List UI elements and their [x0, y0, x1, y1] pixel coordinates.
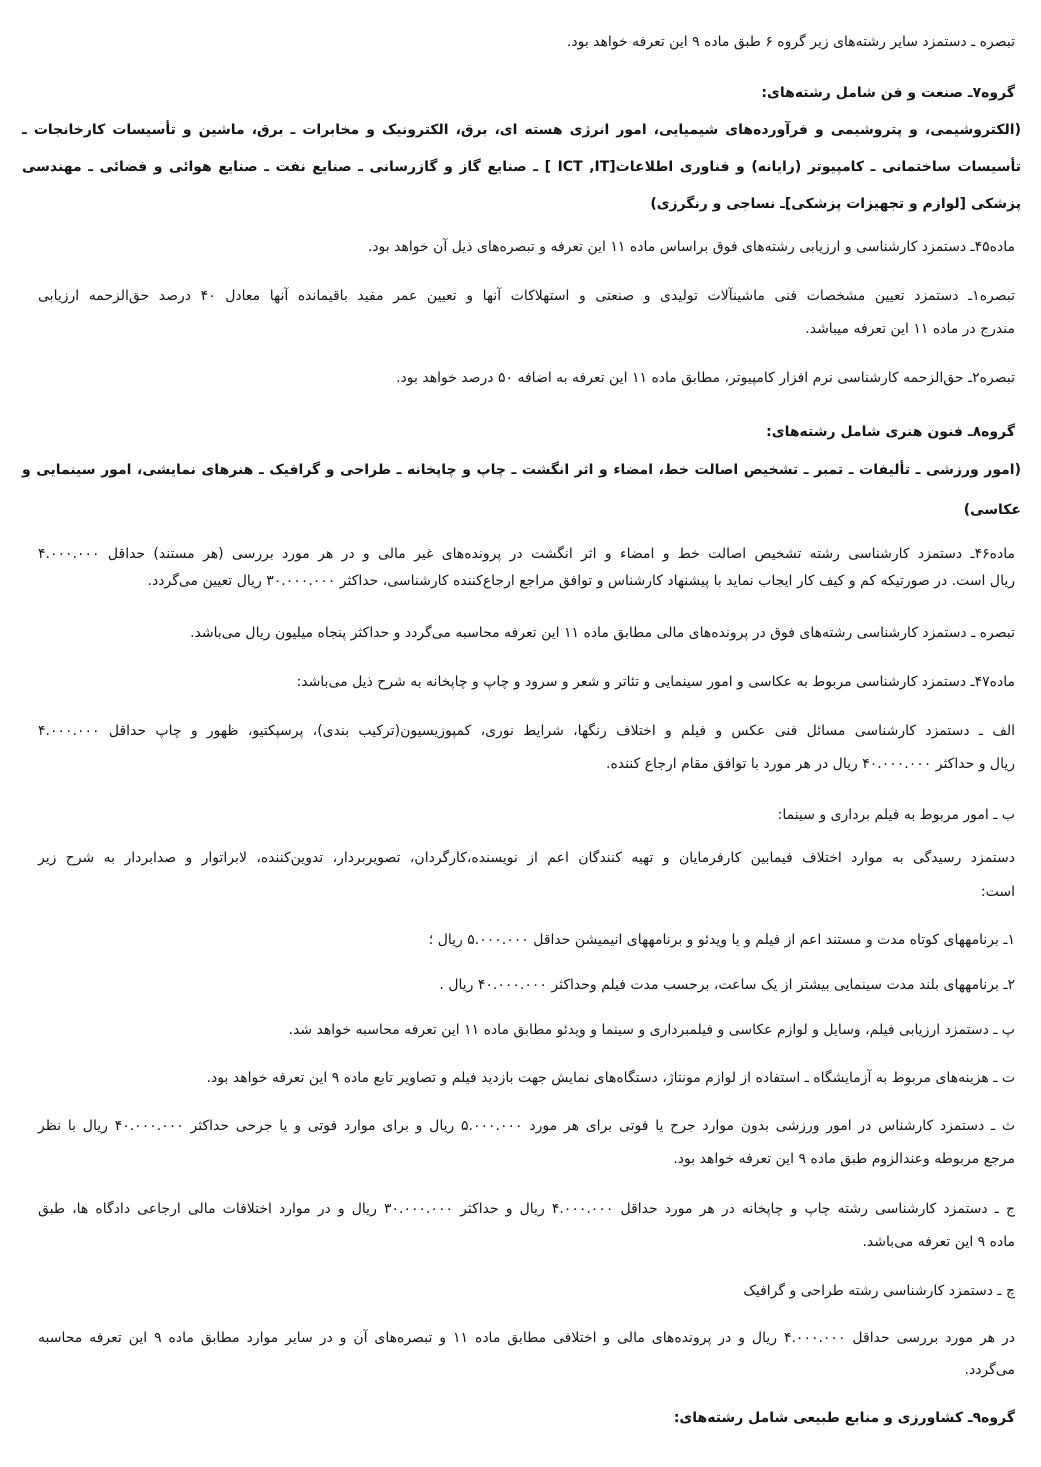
group7-fields: [22, 112, 1021, 223]
text-line: الف ـ دستمزد کارشناسی مسائل فنی عکس و فیلم و اختلاف رنگها، شرایط نوری، کمپوزیسیون(ترکیب بندی)، پرسپکتیو، ظهور و چاپ حداقل ۴.۰۰۰.۰۰۰: [38, 723, 1015, 739]
text-line: می‌گردد.: [964, 1362, 1015, 1378]
article-47-clause-che-heading: چ ـ دستمزد کارشناسی رشته طراحی و گرافیک: [743, 1283, 1015, 1299]
group7-heading: گروه۷ـ صنعت و فن شامل رشته‌های:: [761, 85, 1015, 101]
article-46-note: تبصره ـ دستمزد کارشناسی رشته‌های فوق در پرونده‌های مالی مطابق ماده ۱۱ این تعرفه محاسبه می‌گردد و حداکثر پنجاه میلیون ریال می‌باشد.: [190, 625, 1015, 641]
article-47-intro: ماده۴۷ـ دستمزد کارشناسی مربوط به عکاسی و امور سینمایی و تئاتر و شعر و سرود و چاپ و چاپخانه به شرح ذیل می‌باشد:: [296, 674, 1015, 690]
article-46: [38, 541, 1015, 595]
group8-fields: [22, 450, 1021, 530]
text-line: (امور ورزشی ـ تألیفات ـ تمبر ـ تشخیص اصالت خط، امضاء و اثر انگشت ـ چاپ و چاپخانه ـ طراحی و گرافیک ـ هنرهای نمایشی، امور سینمایی و: [22, 462, 1021, 478]
text-line: ماده ۹ این تعرفه می‌باشد.: [862, 1234, 1015, 1250]
text-line: ماده۴۶ـ دستمزد کارشناسی رشته تشخیص اصالت خط و امضاء و اثر انگشت در پرونده‌های غیر مالی و در هر مورد بررسی (هر مستند) حداقل ۴.۰۰۰.۰۰۰: [38, 546, 1015, 562]
article-47-clause-che-text: [38, 1322, 1015, 1386]
text-line: مندرج در ماده ۱۱ این تعرفه میباشد.: [805, 321, 1015, 337]
article-47-clause-be-heading: ب ـ امور مربوط به فیلم برداری و سینما:: [777, 807, 1015, 823]
text-line: (الکتروشیمی، و پتروشیمی و فرآورده‌های شیمیایی، امور انرژی هسته ای، برق، الکترونیک و مخابرات ـ برق، ماشین و تأسیسات کارخانجات ـ: [22, 122, 1021, 138]
text-line: پزشکی [لوازم و تجهیزات پزشکی]ـ نساجی و رنگرزی): [650, 196, 1021, 212]
article-47-clause-jim: [38, 1193, 1015, 1259]
text-line: دستمزد رسیدگی به موارد اختلاف فیمابین کارفرمایان و تهیه کنندگان اعم از نویسنده،کارگردان، تصویربردار، تدوین‌کننده، لابراتوار و صدابردار به شرح زیر: [38, 850, 1015, 866]
article-47-clause-te: ت ـ هزینه‌های مربوط به آزمایشگاه ـ استفاده از لوازم مونتاژ، دستگاه‌های نمایش جهت بازدید فیلم و تصاویر تابع ماده ۹ این تعرفه خواهد بود.: [206, 1070, 1015, 1086]
text-line: عکاسی): [963, 502, 1021, 518]
group6-note: تبصره ـ دستمزد سایر رشته‌های زیر گروه ۶ طبق ماده ۹ این تعرفه خواهد بود.: [566, 34, 1015, 50]
text-line: تأسیسات ساختمانی ـ کامپیوتر (رایانه) و فناوری اطلاعات[ICT ,IT ] ـ صنایع گاز و گازرسانی ـ صنایع نفت ـ صنایع هوائی و فضائی ـ مهندسی: [22, 159, 1022, 175]
article-47-clause-se: [38, 1110, 1015, 1176]
article-47-clause-alef: [38, 715, 1015, 781]
article-47-clause-pe: پ ـ دستمزد ارزیابی فیلم، وسایل و لوازم عکاسی و فیلمبرداری و سینما و ویدئو مطابق ماده ۱۱ این تعرفه محاسبه خواهد شد.: [288, 1022, 1015, 1038]
article-45-note-2: تبصره۲ـ حق‌الزحمه کارشناسی نرم افزار کامپیوتر، مطابق ماده ۱۱ این تعرفه به اضافه ۵۰ درصد خواهد بود.: [396, 370, 1015, 386]
group8-heading: گروه۸ـ فنون هنری شامل رشته‌های:: [766, 424, 1015, 440]
article-47-clause-be-item-2: ۲ـ برنامههای بلند مدت سینمایی بیشتر از یک ساعت، برحسب مدت فیلم وحداکثر ۴۰.۰۰۰.۰۰۰ ریال .: [439, 977, 1015, 993]
text-line: است:: [980, 884, 1015, 900]
text-line: در هر مورد بررسی حداقل ۴.۰۰۰.۰۰۰ ریال و در پرونده‌های مالی و اختلافی مطابق ماده ۱۱ و تبصره‌های آن و در سایر موارد مطابق ماده ۹ این تعرفه محاسبه: [38, 1330, 1015, 1346]
text-line: مرجع مربوطه وعندالزوم طبق ماده ۹ این تعرفه خواهد بود.: [673, 1151, 1015, 1167]
article-47-clause-be-intro: [38, 841, 1015, 909]
text-line: تبصره۱ـ دستمزد تعیین مشخصات فنی ماشینآلات تولیدی و صنعتی و استهلاکات آنها و تعیین عمر مفید باقیمانده آنها معادل ۴۰ درصد حق‌الزحمه ارزیابی: [38, 288, 1016, 304]
text-line: ریال و حداکثر ۴۰.۰۰۰.۰۰۰ ریال در هر مورد با توافق مقام ارجاع کننده.: [606, 756, 1015, 772]
text-line: ث ـ دستمزد کارشناس در امور ورزشی بدون موارد جرح یا فوتی برای هر مورد ۵.۰۰۰.۰۰۰ ریال و برای موارد فوتی و یا جرحی حداکثر ۴۰.۰۰۰.۰۰۰ ریال با نظر: [38, 1118, 1015, 1134]
article-45: ماده۴۵ـ دستمزد کارشناسی و ارزیابی رشته‌های فوق براساس ماده ۱۱ این تعرفه و تبصره‌های ذیل آن خواهد بود.: [367, 239, 1015, 255]
text-line: ج ـ دستمزد کارشناسی رشته چاپ و چاپخانه در هر مورد حداقل ۴.۰۰۰.۰۰۰ ریال و حداکثر ۳۰.۰۰۰.۰۰۰ ریال و در موارد اختلافات مالی ارجاعی دادگاه ها، طبق: [38, 1201, 1016, 1217]
article-47-clause-be-item-1: ۱ـ برنامههای کوتاه مدت و مستند اعم از فیلم و یا ویدئو و برنامههای انیمیشن حداقل ۵.۰۰۰.۰۰۰ ریال ؛: [428, 932, 1015, 948]
group9-heading: گروه۹ـ کشاورزی و منابع طبیعی شامل رشته‌های:: [673, 1410, 1015, 1426]
text-line: ریال است. در صورتیکه کم و کیف کار ایجاب نماید با پیشنهاد کارشناس و توافق مراجع ارجاع‌کننده کارشناسی، حداکثر ۳۰.۰۰۰.۰۰۰ ریال تعیین می‌گردد.: [147, 573, 1015, 589]
article-45-note-1: [38, 280, 1015, 346]
